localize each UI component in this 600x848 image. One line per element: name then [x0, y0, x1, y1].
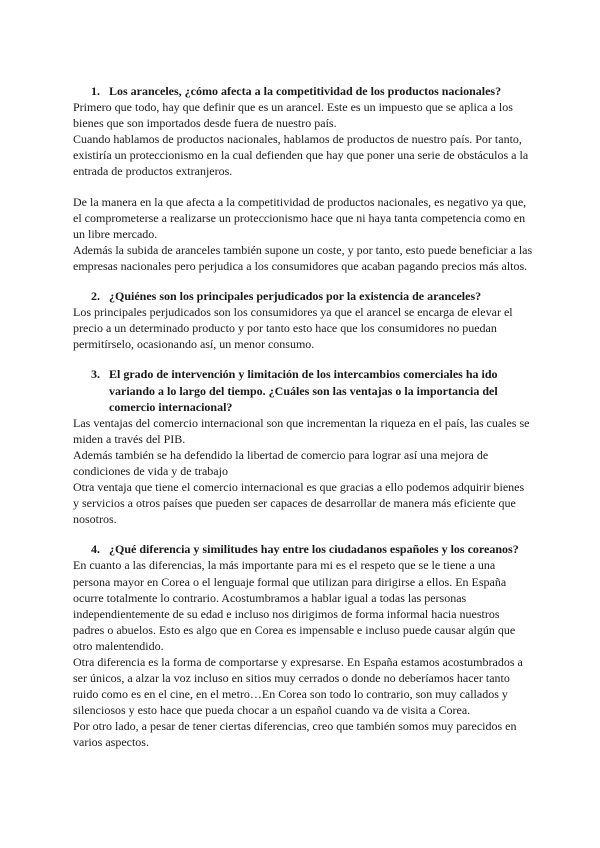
- question-number: 2.: [91, 289, 100, 304]
- paragraph: Los principales perjudicados son los consumidores ya que el arancel se encarga de elevar el precio a un determinado producto y por tanto esto hace que los consumidores no puedan permitírselo, ocasionando así, un menor consumo.: [73, 305, 513, 352]
- spacer: [73, 274, 533, 288]
- paragraph: Por otro lado, a pesar de tener ciertas diferencias, creo que también somos muy parecidos en varios aspectos.: [73, 719, 517, 750]
- question-text: ¿Quiénes son los principales perjudicados por la existencia de aranceles?: [109, 289, 482, 304]
- paragraph: Además también se ha defendido la libertad de comercio para lograr así una mejora de condiciones de vida y de trabajo: [73, 447, 489, 478]
- paragraph: Cuando hablamos de productos nacionales, hablamos de productos de nuestro país. Por tanto, existiría un proteccionismo en la cual defienden que hay que poner una serie de obstáculos a la entrada de productos extranjeros.: [73, 132, 529, 179]
- question-heading-4: [73, 541, 533, 557]
- question-text: ¿Qué diferencia y similitudes hay entre los ciudadanos españoles y los coreanos?: [109, 542, 519, 557]
- spacer: [73, 352, 533, 366]
- question-number: 4.: [91, 542, 100, 557]
- paragraph: Primero que todo, hay que definir que es un arancel. Este es un impuesto que se aplica a los bienes que son importados desde fuera de nuestro país.: [73, 100, 513, 131]
- question-text: Los aranceles, ¿cómo afecta a la competitividad de los productos nacionales?: [109, 84, 502, 98]
- paragraph: Otra diferencia es la forma de comportarse y expresarse. En España estamos acostumbrados a ser únicos, a alzar la voz incluso en sitios muy cerrados o donde no deberíamos hacer tanto ruido como es en el cine, en el metro…En Corea son todo lo contrario, son muy callados y silenciosos y esto hace que pueda chocar a un español cuando va de visita a Corea.: [73, 655, 523, 718]
- question-heading-2: [73, 288, 533, 304]
- question-number: 1.: [91, 84, 100, 98]
- paragraph: En cuanto a las diferencias, la más importante para mi es el respeto que se le tiene a una persona mayor en Corea o el lenguaje formal que utilizan para dirigirse a ellos. En España ocurre totalmente lo contrario. Acostumbramos a hablar igual a todas las personas independientemente de su edad e incluso nos dirigimos de forma informal hacia nuestros padres o abuelos. Esto es algo que en Corea es impensable e incluso puede causar algún que otro malentendido.: [73, 558, 516, 653]
- paragraph: Las ventajas del comercio internacional son que incrementan la riqueza en el país, las cuales se miden a través del PIB.: [73, 415, 530, 446]
- paragraph: Otra ventaja que tiene el comercio internacional es que gracias a ello podemos adquirir bienes y servicios a otros países que pueden ser capaces de desarrollar de manera más eficiente que nosotros.: [73, 480, 525, 527]
- paragraph: Además la subida de aranceles también supone un coste, y por tanto, esto puede beneficiar a las empresas nacionales pero perjudica a los consumidores que acaban pagando precios más altos.: [73, 242, 533, 273]
- document-body: [73, 83, 533, 751]
- spacer: [73, 527, 533, 541]
- paragraph: De la manera en la que afecta a la competitividad de productos nacionales, es negativo ya que, el comprometerse a realizarse un proteccionismo hace que ni haya tanta competencia como en un libre mercado.: [73, 194, 527, 241]
- question-number: 3.: [91, 367, 100, 382]
- question-heading-1: [73, 83, 533, 99]
- question-text: El grado de intervención y limitación de los intercambios comerciales ha ido variando a lo largo del tiempo. ¿Cuáles son las ventajas o la importancia del comercio internacional?: [109, 367, 498, 414]
- question-heading-3: [73, 366, 533, 414]
- spacer: [73, 180, 533, 194]
